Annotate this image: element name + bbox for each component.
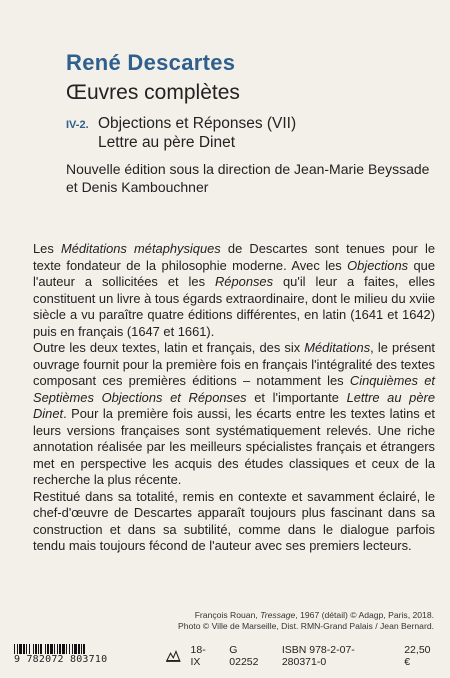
publisher-logo-icon: [166, 649, 181, 663]
code-g: G 02252: [229, 644, 259, 668]
isbn: ISBN 978-2-07-280371-0: [281, 644, 355, 668]
code-18-ix: 18-IX: [190, 644, 206, 668]
barcode: [14, 636, 154, 664]
price: 22,50 €: [404, 644, 431, 668]
footer-codes: [166, 644, 436, 668]
editors-line-2: et Denis Kambouchner: [66, 179, 209, 195]
image-credits: [178, 610, 434, 632]
blurb-paragraph-3: Restitué dans sa totalité, remis en contexte et savamment éclairé, le chef-d'œuvre de Descartes apparaît toujours plus fascinant dans sa construction et dans sa subtilité, comme dans le dialogue parfois tendu mais toujours fécond de l'auteur avec ses premiers lecteurs.: [33, 488, 435, 553]
blurb-paragraph-2: Outre les deux textes, latin et français, des six Méditations, le présent ouvrage fournit pour la première fois en français l'intégralité des textes composant ces premières éditions – notamment les Cinquièmes et Septièmes Objections et Réponses et l'importante Lettre au père Dinet. Pour la première fois aussi, les écarts entre les textes latins et leurs versions françaises sont systématiquement relevés. Une riche annotation réalisée par les meilleurs spécialistes français et étrangers met en perspective les acquis des études classiques et ceux de la recherche la plus récente.: [33, 340, 435, 487]
credit-line-1: François Rouan, Tressage, 1967 (détail) © Adagp, Paris, 2018.: [194, 610, 434, 620]
volume-line-2: Lettre au père Dinet: [98, 134, 236, 151]
footer: [14, 636, 436, 668]
header: [66, 50, 436, 196]
credit-line-2: Photo © Ville de Marseille, Dist. RMN-Grand Palais / Jean Bernard.: [178, 621, 434, 631]
volume-label: IV-2.: [66, 119, 89, 131]
back-cover-blurb: [33, 241, 435, 555]
editors: [66, 160, 436, 196]
volume-line-1: Objections et Réponses (VII): [98, 115, 297, 132]
barcode-number: 9 782072 803710: [14, 654, 108, 665]
work-title: Œuvres complètes: [66, 81, 240, 104]
editors-line-1: Nouvelle édition sous la direction de Jean-Marie Beyssade: [66, 161, 430, 177]
blurb-paragraph-1: Les Méditations métaphysiques de Descartes sont tenues pour le texte fondateur de la philosophie moderne. Avec les Objections que l'auteur a sollicitées et les Réponses qu'il leur a faites, elles constituent un livre à tous égards extraordinaire, dont le milieu du xviie siècle a vu paraître quatre éditions différentes, en latin (1641 et 1642) puis en français (1647 et 1661).: [33, 241, 436, 339]
volume-info: [66, 114, 436, 152]
volume-title: [98, 114, 296, 152]
author-name: René Descartes: [66, 50, 236, 75]
